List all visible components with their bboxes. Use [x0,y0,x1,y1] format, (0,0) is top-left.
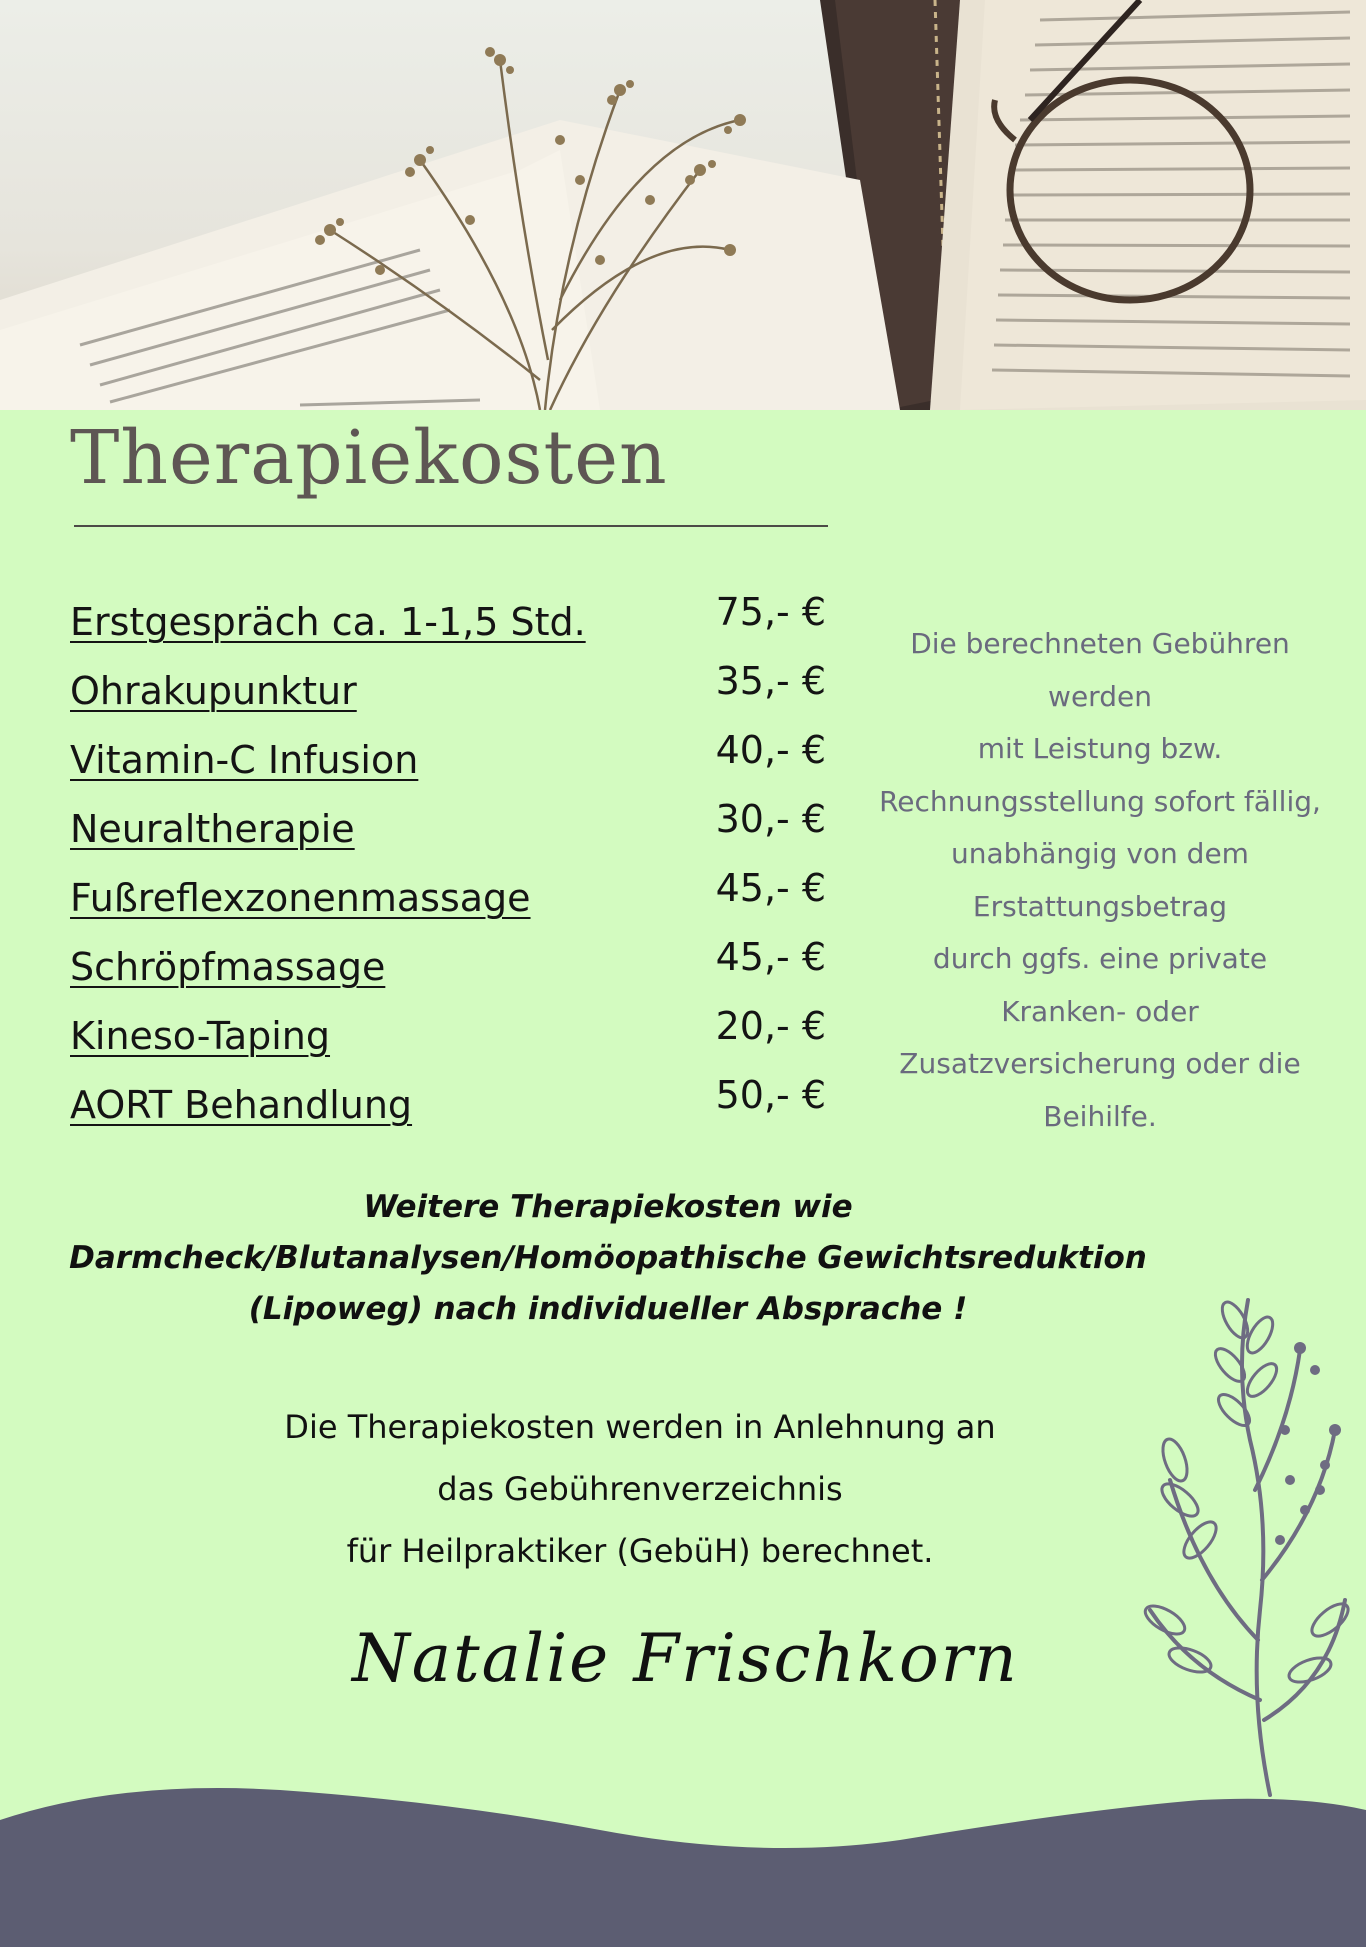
price-row [70,797,830,866]
payment-note-line: mit Leistung bzw. [977,732,1223,765]
payment-note [860,618,1340,1143]
signature: Natalie Frischkorn [352,1620,1019,1697]
additional-costs-line: Darmcheck/Blutanalysen/Homöopathische Gewichtsreduktion [69,1240,1147,1276]
service-price: 45,- € [715,935,826,979]
service-price: 20,- € [715,1004,826,1048]
service-name: Ohrakupunktur [70,669,357,713]
additional-costs-line: (Lipoweg) nach individueller Absprache ! [248,1291,968,1327]
fee-schedule-note [0,1396,1280,1582]
price-row [70,935,830,1004]
payment-note-line: Erstattungsbetrag [972,889,1228,923]
additional-costs-note [0,1182,1216,1335]
payment-note-line: Rechnungsstellung sofort fällig, [879,784,1321,818]
payment-note-line: Beihilfe. [1043,1099,1157,1133]
header-photo [0,0,1366,410]
title-divider [74,525,828,527]
service-name: Fußreflexzonenmassage [70,876,531,920]
payment-note-line: werden [1048,679,1152,713]
price-row [70,728,830,797]
price-row [70,1004,830,1073]
additional-costs-line: Weitere Therapiekosten wie [363,1189,853,1225]
footer-wave-shape [0,1760,1366,1947]
service-name: Neuraltherapie [70,807,355,851]
leaf-branch-icon [1130,1280,1360,1800]
page-title: Therapiekosten [70,415,668,501]
price-row [70,1073,830,1142]
service-price: 40,- € [715,728,826,772]
fee-schedule-line: Die Therapiekosten werden in Anlehnung an [284,1408,996,1446]
service-name: Erstgespräch ca. 1-1,5 Std. [70,600,586,644]
price-row [70,659,830,728]
payment-note-line: unabhängig von dem [951,837,1249,870]
fee-schedule-line: das Gebührenverzeichnis [437,1470,843,1508]
books-photo-illustration [0,0,1366,410]
price-row [70,866,830,935]
service-name: Schröpfmassage [70,945,386,989]
price-list [70,590,830,1142]
service-price: 45,- € [715,866,826,910]
service-price: 50,- € [715,1073,826,1117]
price-row [70,590,830,659]
payment-note-line: Die berechneten Gebühren [910,627,1290,660]
payment-note-line: Zusatzversicherung oder die [899,1047,1301,1080]
service-price: 35,- € [715,659,826,703]
fee-schedule-line: für Heilpraktiker (GebüH) berechnet. [346,1532,934,1570]
service-price: 75,- € [715,590,826,634]
service-name: AORT Behandlung [70,1083,413,1127]
payment-note-line: durch ggfs. eine private [932,942,1268,975]
service-name: Kineso-Taping [70,1014,331,1058]
payment-note-line: Kranken- oder [1001,994,1199,1028]
service-price: 30,- € [715,797,826,841]
service-name: Vitamin-C Infusion [70,738,419,782]
